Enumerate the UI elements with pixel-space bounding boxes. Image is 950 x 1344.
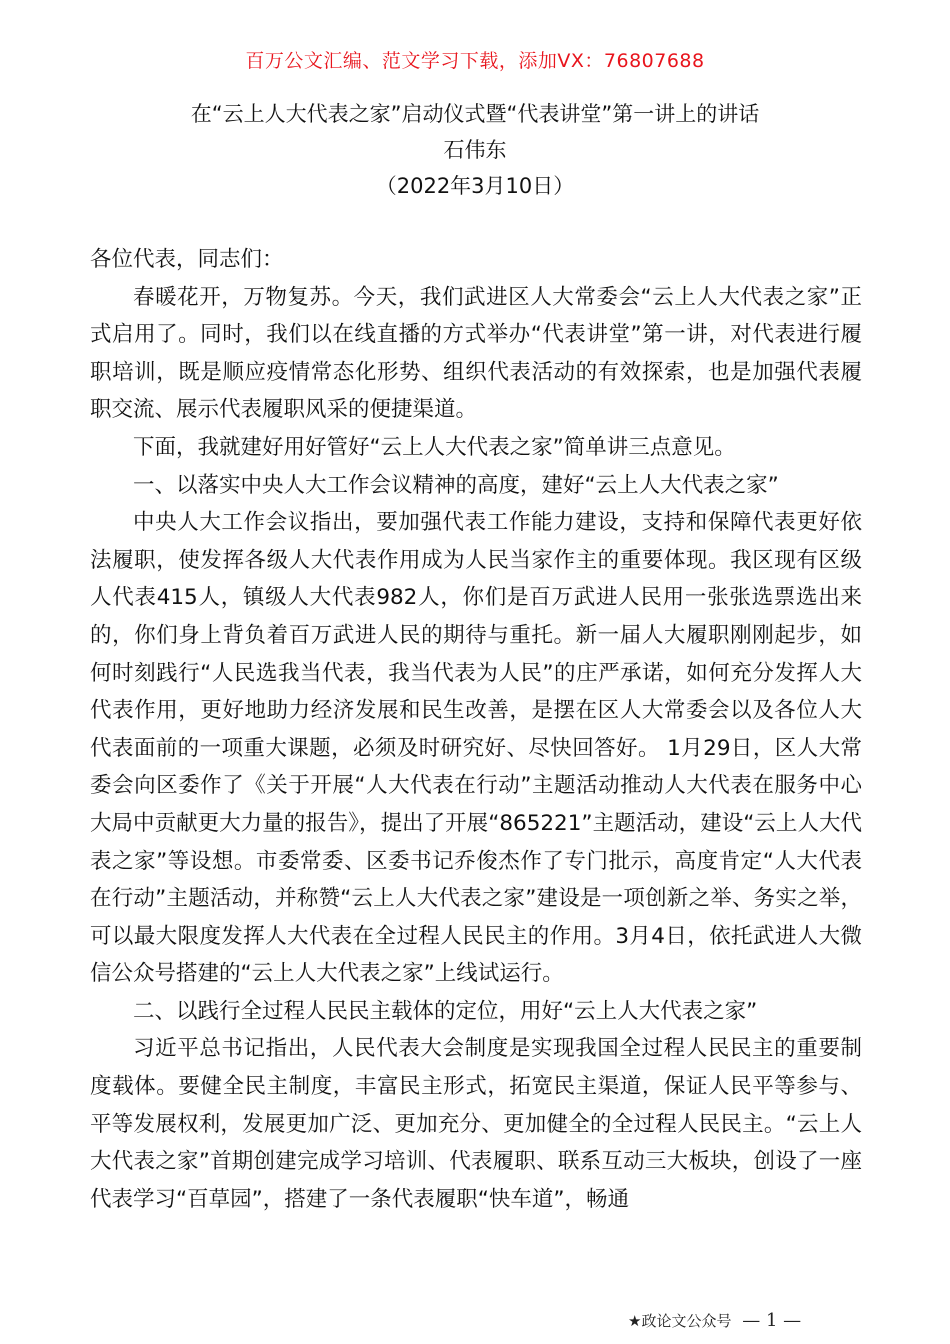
paragraph: 习近平总书记指出，人民代表大会制度是实现我国全过程人民民主的重要制度载体。要健全民主制度，丰富民主形式，拓宽民主渠道，保证人民平等参与、平等发展权利，发展更加广泛、更加充分、更加健全的全过程人民民主。“云上人大代表之家”首期创建完成学习培训、代表履职、联系互动三大板块，创设了一座代表学习“百草园”，搭建了一条代表履职“快车道”，畅通: [90, 1036, 862, 1212]
speech-date: （2022年3月10日）: [375, 174, 575, 198]
paragraph: 中央人大工作会议指出，要加强代表工作能力建设，支持和保障代表更好依法履职，使发挥各级人大代表作用成为人民当家作主的重要体现。我区现有区级人代表415人，镇级人大代表982人，你们是百万武进人民用一张张选票选出来的，你们身上背负着百万武进人民的期待与重托。新一届人大履职刚刚起步，如何时刻践行“人民选我当代表，我当代表为人民”的庄严承诺，如何充分发挥人大代表作用，更好地助力经济发展和民生改善，是摆在区人大常委会以及各位人大代表面前的一项重大课题，必须及时研究好、尽快回答好。 1月29日，区人大常委会向区委作了《关于开展“人大代表在行动”主题活动推动人大代表在服务中心大局中贡献更大力量的报告》，提出了开展“865221”主题活动，建设“云上人大代表之家”等设想。市委常委、区委书记乔俊杰作了专门批示，高度肯定“人大代表在行动”主题活动，并称赞“云上人大代表之家”建设是一项创新之举、务实之举，可以最大限度发挥人大代表在全过程人民民主的作用。3月4日，依托武进人大微信公众号搭建的“云上人大代表之家”上线试运行。: [90, 510, 862, 987]
salutation: 各位代表，同志们：: [90, 247, 284, 272]
paragraph: 下面，我就建好用好管好“云上人大代表之家”简单讲三点意见。: [133, 434, 736, 460]
title-block: [0, 96, 950, 204]
speaker-name: 石伟东: [443, 138, 507, 162]
speech-body: [90, 241, 862, 1218]
watermark-banner: 百万公文汇编、范文学习下载，添加VX：76807688: [245, 50, 705, 72]
page-number: — 1 —: [742, 1310, 802, 1331]
footer-source: ★政论文公众号: [628, 1312, 732, 1330]
speech-title: 在“云上人大代表之家”启动仪式暨“代表讲堂”第一讲上的讲话: [190, 102, 760, 126]
section-heading: 一、以落实中央人大工作会议精神的高度，建好“云上人大代表之家”: [133, 472, 779, 498]
section-heading: 二、以践行全过程人民民主载体的定位，用好“云上人大代表之家”: [133, 998, 758, 1024]
page-footer: [628, 1310, 801, 1331]
paragraph: 春暖花开，万物复苏。今天，我们武进区人大常委会“云上人大代表之家”正式启用了。同时，我们以在线直播的方式举办“代表讲堂”第一讲，对代表进行履职培训，既是顺应疫情常态化形势、组织代表活动的有效探索，也是加强代表履职交流、展示代表履职风采的便捷渠道。: [90, 284, 862, 423]
